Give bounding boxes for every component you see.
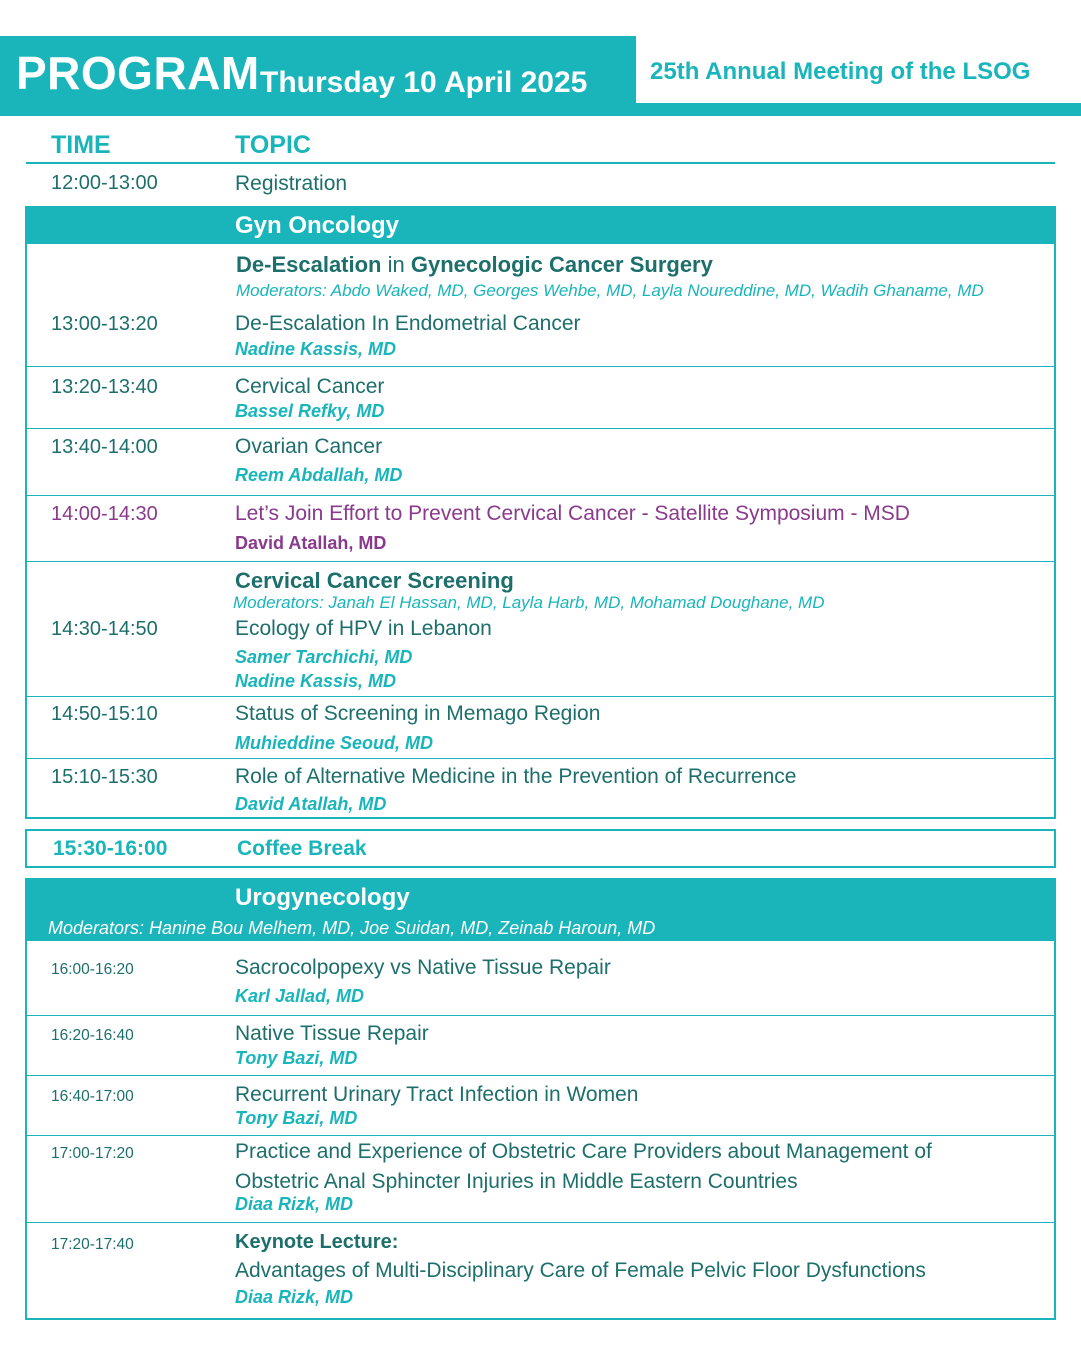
- urogynecology-title: Urogynecology: [235, 884, 410, 911]
- screening-time: 14:30-14:50: [51, 618, 158, 640]
- uro-row-time: 16:00-16:20: [51, 961, 134, 978]
- uro-row-topic: Recurrent Urinary Tract Infection in Women: [235, 1083, 639, 1106]
- screening-speaker-2: Nadine Kassis, MD: [235, 671, 397, 691]
- header-rule: [26, 162, 1055, 164]
- gyn-row-time: 13:40-14:00: [51, 436, 158, 458]
- session-title-part3: Gynecologic Cancer Surgery: [410, 252, 713, 277]
- gyn-row-time: 14:50-15:10: [51, 703, 158, 725]
- urogynecology-moderators: Moderators: Hanine Bou Melhem, MD, Joe Suidan, MD, Zeinab Haroun, MD: [48, 918, 656, 938]
- gyn-row-speaker: Reem Abdallah, MD: [235, 465, 403, 485]
- satellite-topic: Let’s Join Effort to Prevent Cervical Cancer - Satellite Symposium - MSD: [235, 502, 910, 525]
- row-divider: [26, 696, 1055, 697]
- row-divider: [26, 561, 1055, 562]
- gyn-row-speaker: Muhieddine Seoud, MD: [235, 733, 433, 753]
- gyn-row-speaker: Nadine Kassis, MD: [235, 339, 397, 359]
- gyn-row-time: 13:00-13:20: [51, 313, 158, 335]
- coffee-time: 15:30-16:00: [53, 837, 168, 860]
- registration-time: 12:00-13:00: [51, 172, 158, 194]
- gyn-row-topic: Ovarian Cancer: [235, 435, 383, 458]
- keynote-label: Keynote Lecture:: [235, 1231, 399, 1253]
- session-moderators: Moderators: Abdo Waked, MD, Georges Wehbe, MD, Layla Noureddine, MD, Wadih Ghaname, MD: [236, 281, 984, 300]
- screening-moderators: Moderators: Janah El Hassan, MD, Layla Harb, MD, Mohamad Doughane, MD: [233, 593, 825, 612]
- uro-row-speaker: Diaa Rizk, MD: [235, 1194, 354, 1214]
- gyn-row-speaker: David Atallah, MD: [235, 794, 387, 814]
- registration-topic: Registration: [235, 172, 348, 195]
- row-divider: [26, 495, 1055, 496]
- row-divider: [26, 1135, 1055, 1136]
- coffee-break-box: [25, 829, 1056, 868]
- session-title: [236, 252, 713, 278]
- program-title: PROGRAM: [16, 47, 260, 99]
- session-title-part1: De-Escalation: [236, 252, 382, 277]
- row-divider: [26, 758, 1055, 759]
- gyn-row-speaker: Bassel Refky, MD: [235, 401, 385, 421]
- uro-row-topic-line1: Practice and Experience of Obstetric Care Providers about Management of: [235, 1140, 932, 1163]
- uro-row-topic: Sacrocolpopexy vs Native Tissue Repair: [235, 956, 611, 979]
- row-divider: [26, 1222, 1055, 1223]
- uro-row-time: 17:00-17:20: [51, 1145, 134, 1162]
- uro-row-time: 16:20-16:40: [51, 1027, 134, 1044]
- uro-row-topic: Native Tissue Repair: [235, 1022, 429, 1045]
- gyn-oncology-title: Gyn Oncology: [235, 212, 400, 239]
- uro-row-speaker: Tony Bazi, MD: [235, 1048, 358, 1068]
- uro-row-time: 16:40-17:00: [51, 1088, 134, 1105]
- uro-row-time: 17:20-17:40: [51, 1236, 134, 1253]
- keynote-speaker: Diaa Rizk, MD: [235, 1287, 354, 1307]
- row-divider: [26, 1075, 1055, 1076]
- row-divider: [26, 1015, 1055, 1016]
- gyn-oncology-header: [25, 206, 1056, 244]
- gyn-row-time: 15:10-15:30: [51, 766, 158, 788]
- screening-title: Cervical Cancer Screening: [235, 568, 514, 593]
- time-column-header: TIME: [51, 131, 111, 159]
- satellite-time: 14:00-14:30: [51, 503, 158, 525]
- uro-row-speaker: Karl Jallad, MD: [235, 986, 365, 1006]
- gyn-row-topic: De-Escalation In Endometrial Cancer: [235, 312, 581, 335]
- screening-topic: Ecology of HPV in Lebanon: [235, 617, 492, 640]
- coffee-label: Coffee Break: [237, 837, 367, 860]
- topic-column-header: TOPIC: [235, 131, 311, 159]
- uro-row-topic-line2: Obstetric Anal Sphincter Injuries in Middle Eastern Countries: [235, 1170, 798, 1193]
- uro-row-speaker: Tony Bazi, MD: [235, 1108, 358, 1128]
- gyn-row-topic: Status of Screening in Memago Region: [235, 702, 601, 725]
- gyn-row-time: 13:20-13:40: [51, 376, 158, 398]
- meeting-title: 25th Annual Meeting of the LSOG: [650, 58, 1031, 85]
- gyn-row-topic: Role of Alternative Medicine in the Prevention of Recurrence: [235, 765, 797, 788]
- satellite-speaker: David Atallah, MD: [235, 533, 387, 553]
- session-title-part2: in: [381, 252, 411, 277]
- program-date: Thursday 10 April 2025: [260, 66, 588, 99]
- header-strip: [636, 103, 1081, 116]
- row-divider: [26, 366, 1055, 367]
- screening-speaker-1: Samer Tarchichi, MD: [235, 647, 413, 667]
- gyn-row-topic: Cervical Cancer: [235, 375, 385, 398]
- row-divider: [26, 428, 1055, 429]
- keynote-topic: Advantages of Multi-Disciplinary Care of Female Pelvic Floor Dysfunctions: [235, 1259, 926, 1282]
